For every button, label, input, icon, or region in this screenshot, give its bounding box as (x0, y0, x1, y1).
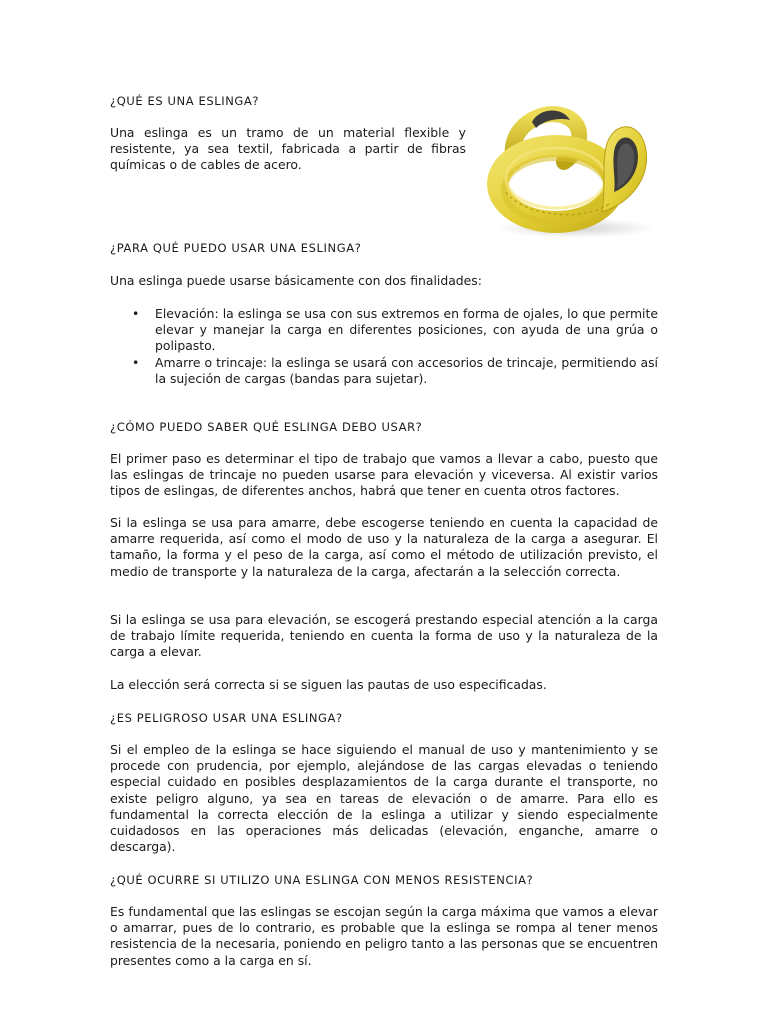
paragraph-como-saber-4: La elección será correcta si se siguen las pautas de uso especificadas. (110, 677, 547, 692)
list-item: • Elevación: la eslinga se usa con sus extremos en forma de ojales, lo que permite elevar y manejar la carga en diferentes posiciones, con ayuda de una grúa o polipasto. (132, 306, 658, 354)
list-item: • Amarre o trincaje: la eslinga se usará con accesorios de trincaje, permitiendo así la sujeción de cargas (bandas para sujetar). (132, 354, 658, 386)
heading-para-que: ¿PARA QUÉ PUEDO USAR UNA ESLINGA? (110, 241, 362, 255)
paragraph-menos-resistencia: Es fundamental que las eslingas se escojan según la carga máxima que vamos a elevar o amarrar, pues de lo contrario, es probable que la eslinga se rompa al tener menos resistencia de la necesaria, poniendo en peligro tanto a las personas que se encuentren presentes como a la carga en sí. (110, 904, 658, 968)
paragraph-como-saber-3: Si la eslinga se usa para elevación, se escogerá prestando especial atención a la carga de trabajo límite requerida, teniendo en cuenta la forma de uso y la naturaleza de la carga a elevar. (110, 612, 658, 660)
paragraph-como-saber-2: Si la eslinga se usa para amarre, debe escogerse teniendo en cuenta la capacidad de amarre requerida, así como el modo de uso y la naturaleza de la carga a asegurar. El tamaño, la forma y el peso de la carga, así como el método de utilización previsto, el medio de transporte y la naturaleza de la carga, afectarán a la selección correcta. (110, 515, 658, 579)
heading-menos-resistencia: ¿QUÉ OCURRE SI UTILIZO UNA ESLINGA CON MENOS RESISTENCIA? (110, 873, 534, 887)
paragraph-como-saber-1: El primer paso es determinar el tipo de trabajo que vamos a llevar a cabo, puesto que las eslingas de trincaje no pueden usarse para elevación y viceversa. Al existir varios tipos de eslingas, de diferentes anchos, habrá que tener en cuenta otros factores. (110, 451, 658, 499)
paragraph-que-es: Una eslinga es un tramo de un material flexible y resistente, ya sea textil, fabricada a partir de fibras químicas o de cables de acero. (110, 125, 466, 173)
sling-image (484, 92, 664, 242)
heading-peligroso: ¿ES PELIGROSO USAR UNA ESLINGA? (110, 711, 343, 725)
bullet-icon: • (132, 354, 140, 370)
paragraph-peligroso: Si el empleo de la eslinga se hace siguiendo el manual de uso y mantenimiento y se procede con prudencia, por ejemplo, alejándose de las cargas elevadas o teniendo especial cuidado en posibles desplazamientos de la carga durante el transporte, no existe peligro alguno, ya sea en tareas de elevación o de amarre. Para ello es fundamental la correcta elección de la eslinga a utilizar y siendo especialmente cuidadosos en las operaciones más delicadas (elevación, enganche, amarre o descarga). (110, 742, 658, 855)
paragraph-para-que-intro: Una eslinga puede usarse básicamente con dos finalidades: (110, 273, 482, 288)
bullet-icon: • (132, 306, 140, 321)
heading-que-es: ¿QUÉ ES UNA ESLINGA? (110, 94, 260, 108)
heading-como-saber: ¿CÓMO PUEDO SABER QUÉ ESLINGA DEBO USAR? (110, 420, 423, 434)
bullet-list (110, 306, 658, 387)
